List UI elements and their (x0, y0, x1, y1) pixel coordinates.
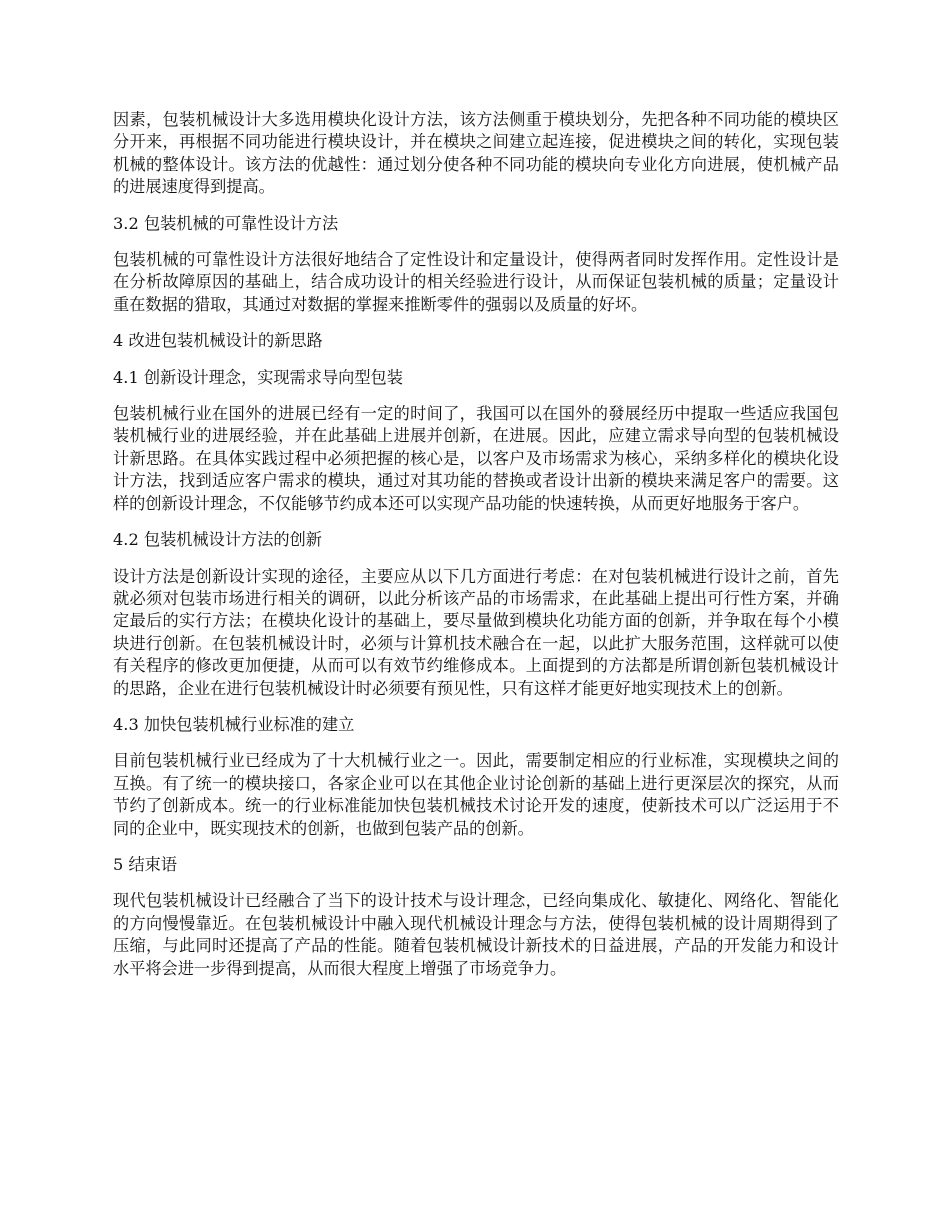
heading-4-2: 4.2 包装机械设计方法的创新 (113, 530, 322, 550)
paragraph-method-innovation: 设计方法是创新设计实现的途径，主要应从以下几方面进行考虑：在对包装机械进行设计之前，首先就必须对包装市场进行相关的调研，以此分析该产品的市场需求，在此基础上提出可行性方案，并确定最后的实行方法；在模块化设计的基础上，要尽量做到模块化功能方面的创新，并争取在每个小模块进行创新。在包装机械设计时，必须与计算机技术融合在一起，以此扩大服务范围，这样就可以使有关程序的修改更加便捷，从而可以有效节约维修成本。上面提到的方法都是所谓创新包装机械设计的思路，企业在进行包装机械设计时必须要有预见性，只有这样才能更好地实现技术上的创新。 (113, 566, 839, 698)
heading-4-3: 4.3 加快包装机械行业标准的建立 (113, 714, 355, 734)
document-page (113, 109, 839, 994)
paragraph-reliability-design: 包装机械的可靠性设计方法很好地结合了定性设计和定量设计，使得两者同时发挥作用。定性设计是在分析故障原因的基础上，结合成功设计的相关经验进行设计，从而保证包装机械的质量；定量设计重在数据的猎取，其通过对数据的掌握来推断零件的强弱以及质量的好坏。 (113, 250, 839, 314)
paragraph-conclusion: 现代包装机械设计已经融合了当下的设计技术与设计理念，已经向集成化、敏捷化、网络化、智能化的方向慢慢靠近。在包装机械设计中融入现代机械设计理念与方法，使得包装机械的设计周期得到了压缩，与此同时还提高了产品的性能。随着包装机械设计新技术的日益进展，产品的开发能力和设计水平将会进一步得到提高，从而很大程度上增强了市场竞争力。 (113, 891, 839, 978)
heading-5: 5 结束语 (113, 854, 178, 874)
paragraph-modular-design: 因素，包装机械设计大多选用模块化设计方法，该方法侧重于模块划分，先把各种不同功能的模块区分开来，再根据不同功能进行模块设计，并在模块之间建立起连接，促进模块之间的转化，实现包装机械的整体设计。该方法的优越性：通过划分使各种不同功能的模块向专业化方向进展，使机械产品的进展速度得到提高。 (113, 110, 839, 197)
heading-4: 4 改进包装机械设计的新思路 (113, 331, 323, 351)
paragraph-innovation-concept: 包装机械行业在国外的进展已经有一定的时间了，我国可以在国外的發展经历中提取一些适应我国包装机械行业的进展经验，并在此基础上进展并创新，在进展。因此，应建立需求导向型的包装机械设计新思路。在具体实践过程中必须把握的核心是，以客户及市场需求为核心，采纳多样化的模块化设计方法，找到适应客户需求的模块，通过对其功能的替换或者设计出新的模块来满足客户的需要。这样的创新设计理念，不仅能够节约成本还可以实现产品功能的快速转换，从而更好地服务于客户。 (113, 404, 839, 513)
heading-4-1: 4.1 创新设计理念，实现需求导向型包装 (113, 367, 403, 387)
paragraph-industry-standard: 目前包装机械行业已经成为了十大机械行业之一。因此，需要制定相应的行业标准，实现模块之间的互换。有了统一的模块接口，各家企业可以在其他企业讨论创新的基础上进行更深层次的探究，从而节约了创新成本。统一的行业标准能加快包装机械技术讨论开发的速度，使新技术可以广泛运用于不同的企业中，既实现技术的创新，也做到包装产品的创新。 (113, 751, 839, 838)
heading-3-2: 3.2 包装机械的可靠性设计方法 (113, 213, 339, 233)
